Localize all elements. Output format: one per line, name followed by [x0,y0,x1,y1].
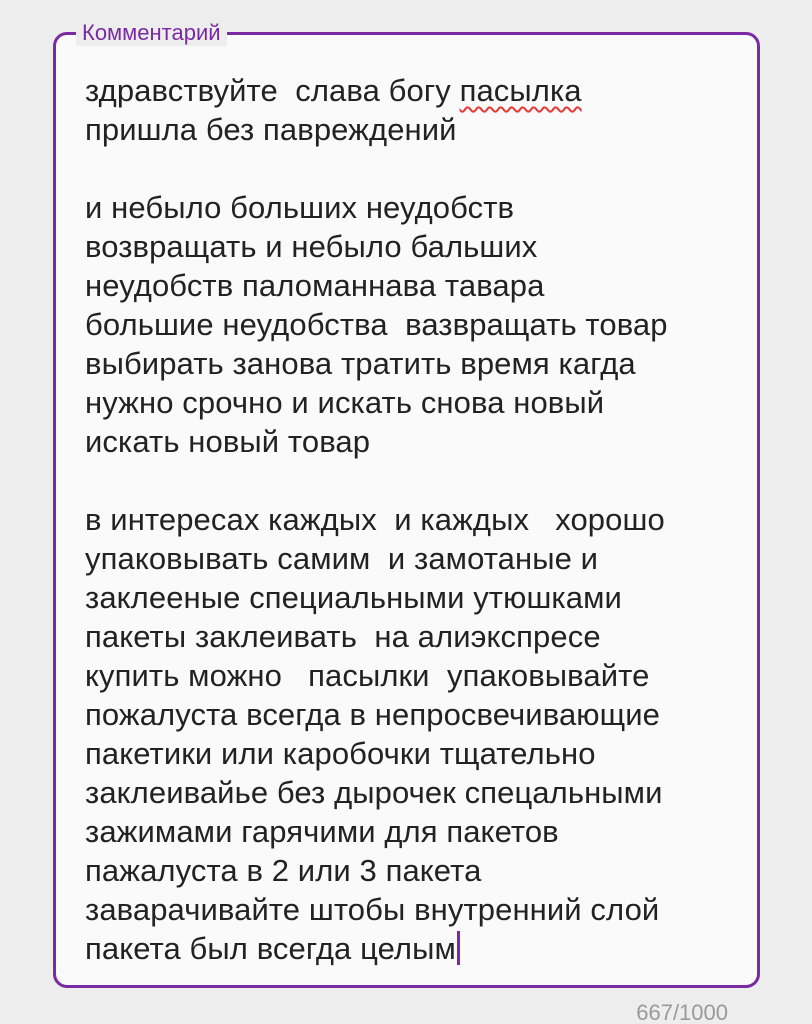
comment-line-text: нужно срочно и искать снова новый [85,385,605,420]
comment-line-text: зажимами гарячими для пакетов [85,814,559,849]
comment-line-text: пакетики или каробочки тщательно [85,736,596,771]
comment-line [85,305,737,344]
comment-line-text: пакеты заклеивать на алиэкспресе [85,619,601,654]
comment-text-content[interactable] [85,71,737,968]
comment-line [85,71,737,110]
comment-line [85,773,737,812]
comment-line-text: в интересах каждых и каждых хорошо [85,502,665,537]
comment-line-text: пакета был всегда целым [85,931,456,966]
comment-line [85,422,737,461]
comment-line [85,812,737,851]
comment-line [85,617,737,656]
comment-line [85,383,737,422]
comment-line-text: искать новый товар [85,424,371,459]
comment-line-text: пажалуста в 2 или 3 пакета [85,853,482,888]
comment-line-text: упаковывать самим и замотаные и [85,541,599,576]
comment-line-text: здравствуйте слава богу [85,73,460,108]
comment-line [85,656,737,695]
comment-line-text: возвращать и небыло бальших [85,229,538,264]
comment-paragraph [85,188,737,461]
text-cursor [457,931,460,965]
comment-line-text: купить можно пасылки упаковывайте [85,658,650,693]
comment-line-text: и небыло больших неудобств [85,190,515,225]
comment-line [85,188,737,227]
comment-line [85,851,737,890]
comment-line [85,890,737,929]
comment-line [85,695,737,734]
comment-line-text: пожалуста всегда в непросвечивающие [85,697,661,732]
comment-textarea[interactable] [53,20,760,988]
comment-paragraph [85,500,737,968]
comment-field-label: Комментарий [76,20,227,46]
comment-line [85,266,737,305]
comment-line [85,929,737,968]
comment-line-text: заварачивайте штобы внутренний слой [85,892,660,927]
comment-line-text: заклеивайье без дырочек спецальными [85,775,663,810]
misspelled-word[interactable]: пасылка [459,73,582,108]
comment-line [85,110,737,149]
comment-line [85,227,737,266]
comment-line [85,344,737,383]
comment-line [85,539,737,578]
comment-line [85,500,737,539]
char-counter: 667/1000 [636,1000,728,1024]
comment-line-text: большие неудобства вазвращать товар [85,307,668,342]
comment-line [85,734,737,773]
comment-paragraph [85,71,737,149]
comment-line-text: выбирать занова тратить время кагда [85,346,636,381]
comment-line-text: неудобств паломаннава тавара [85,268,545,303]
comment-line-text: заклееные специальными утюшками [85,580,622,615]
comment-line-text: пришла без павреждений [85,112,457,147]
comment-line [85,578,737,617]
